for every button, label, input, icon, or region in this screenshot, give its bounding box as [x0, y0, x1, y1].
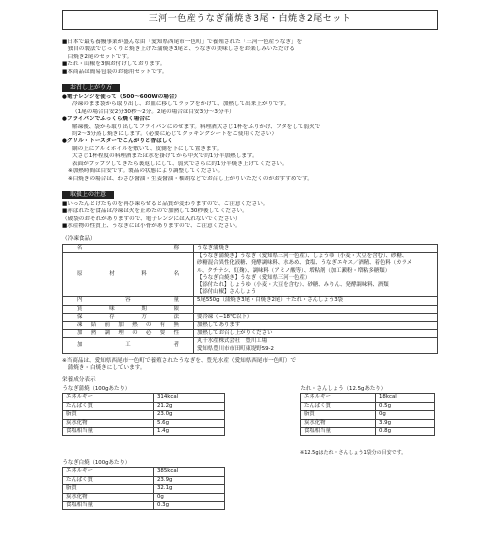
nutrition-table [62, 460, 225, 510]
howto-line: ※加熱時間は目安です。製品の状態により調整してください。 [68, 168, 224, 175]
spec-value-line: 砂糖混合異性化液糖、発酵調味料、水あめ、食塩、うなぎエキス／酒精、着色料（カラメ [197, 260, 413, 267]
spec-value-line: 加熱してあります [197, 321, 241, 328]
nutrition-section [62, 386, 438, 536]
spec-value-line: ル、クチナシ、紅麹）、調味料（アミノ酸等）、増粘剤（加工澱粉・増粘多糖類） [197, 267, 391, 274]
nutrient-value: 5.6g [154, 419, 225, 427]
spec-row [63, 313, 438, 321]
nutrition-title: うなぎ白焼（100gあたり） [62, 460, 131, 466]
nutrition-footnote: ※12.5gはたれ・さんしょう1袋分の目安です。 [300, 450, 407, 456]
nutrition-row [301, 411, 435, 419]
nutrition-title-row [63, 386, 225, 394]
spec-value-line: 【添付山椒】さんしょう [197, 289, 257, 296]
nutrient-name: 食塩相当量 [301, 428, 376, 436]
spec-key: 加熱調理の必要性 [63, 330, 194, 338]
howto-line: ●電子レンジを使って（500〜600Wの場合） [62, 94, 181, 101]
spec-row [63, 338, 438, 353]
nutrition-row [63, 485, 225, 493]
nutrient-value: 0g [376, 411, 435, 419]
spec-row [63, 305, 438, 313]
howto-line: 冷凍のまま袋から取り出し、お皿に移してラップをかけて、加熱して出来上がりです。 [72, 101, 290, 108]
spec-key: 内容量 [63, 297, 194, 305]
nutrition-row [63, 493, 225, 501]
spec-value-line: 【添付たれ】しょうゆ（小麦・大豆を含む）、砂糖、みりん、発酵調味料、酒類 [197, 281, 389, 288]
nutrition-row [63, 419, 225, 427]
caution-line: ■水産物の性質上、うなぎには小骨がありますので、ご注意ください。 [62, 223, 241, 230]
intro-section [62, 39, 438, 76]
howto-line: 約2〜3分蒸し焼きにします。（必要に応じてクッキングシートをご使用ください） [72, 131, 278, 138]
howto-heading: お召し上がり方 [62, 84, 120, 92]
nutrition-row [63, 402, 225, 410]
nutrition-row [63, 411, 225, 419]
product-title: 三河一色産うなぎ蒲焼き3尾・白焼き2尾セット [62, 10, 438, 30]
howto-line: ※白焼きの場合は、わさび醤油・生姜醤油・柚胡などでお召し上がりいただくのがおすすめです。 [68, 175, 313, 182]
nutrient-value: 23.9g [154, 476, 225, 484]
nutrient-value: 3.9g [376, 419, 435, 427]
spec-row [63, 244, 438, 252]
nutrition-table [300, 386, 435, 436]
intro-line: 独自の製法でじっくりと焼き上げた蒲焼き3尾と、うなぎの美味しさをお楽しみいただける [62, 46, 295, 53]
nutrient-name: 炭水化物 [63, 493, 154, 501]
nutrient-value: 21.2g [154, 402, 225, 410]
howto-line: （1尾の場合目安2分30秒〜2分。2尾の場合は目安3分〜3分半） [72, 108, 235, 115]
nutrition-row [63, 468, 225, 476]
spec-key: 保存方法 [63, 313, 194, 321]
spec-key: 凍結前加熱の有無 [63, 321, 194, 329]
spec-row [63, 253, 438, 297]
spec-value [194, 313, 438, 321]
spec-value-line: 【うなぎ白焼き】うなぎ（愛知県三河一色産） [197, 274, 311, 281]
nutrient-value: 0.5g [376, 402, 435, 410]
caution-section [62, 201, 438, 231]
nutrient-name: たんぱく質 [63, 402, 154, 410]
nutrient-value: 314kcal [154, 394, 225, 402]
nutrient-name: 脂質 [63, 411, 154, 419]
nutrition-row [63, 502, 225, 510]
nutrient-value: 1.4g [154, 428, 225, 436]
caution-heading: 取扱上の注意 [62, 191, 114, 199]
spec-value-line: 【うなぎ蒲焼き】うなぎ（愛知県三河一色産）、しょうゆ（小麦・大豆を含む）、砂糖、 [197, 253, 408, 260]
nutrient-value: 0.3g [154, 502, 225, 510]
note-line: ※当商品は、愛知県西尾市一色町で養殖されたうなぎを、豊光水産（愛知県西尾市一色町）で [62, 357, 297, 364]
nutrition-title-row [63, 460, 225, 468]
spec-row [63, 297, 438, 305]
nutrition-row [301, 402, 435, 410]
nutrient-value: 18kcal [376, 394, 435, 402]
spec-key: 加工者 [63, 338, 194, 353]
howto-line: 解凍後、袋から取り出してフライパンにのせます。料理酒大さじ1杯をふりかけ、フタをして弱火で [72, 123, 321, 130]
nutrient-value: 385kcal [154, 468, 225, 476]
nutrition-row [63, 476, 225, 484]
nutrition-row [301, 394, 435, 402]
spec-value-line: 5尾550g（蒲焼き3尾・白焼き2尾）＋たれ・さんしょう3袋 [197, 297, 344, 304]
intro-line: ■たれ・山椒を3個お付けしております。 [62, 61, 166, 68]
nutrient-name: 炭水化物 [301, 419, 376, 427]
spec-value [194, 253, 438, 297]
nutrient-value: 0g [154, 493, 225, 501]
spec-value-line: うなぎ蒲焼き [197, 244, 230, 251]
nutrient-name: 炭水化物 [63, 419, 154, 427]
nutrition-title: たれ・さんしょう（12.5gあたり） [300, 386, 387, 392]
spec-value-line: 加熱してお召し上がりください [197, 330, 273, 337]
spec-row [63, 321, 438, 329]
nutrition-row [63, 394, 225, 402]
spec-row [63, 330, 438, 338]
howto-section [62, 94, 438, 183]
spec-key: 賞味期限 [63, 305, 194, 313]
intro-line: ■本商品は簡易包装のお徳用セットです。 [62, 68, 168, 75]
note-line: 蒲焼き・白焼きにしています。 [62, 365, 146, 372]
nutrient-value: 23.0g [154, 411, 225, 419]
nutrient-name: エネルギー [63, 394, 154, 402]
spec-key: 名 称 [63, 244, 194, 252]
nutrition-title: うなぎ蒲焼（100gあたり） [62, 386, 131, 392]
spec-value [194, 297, 438, 305]
spec-value [194, 305, 438, 313]
nutrient-name: 食塩相当量 [63, 502, 154, 510]
nutrient-value: 32.1g [154, 485, 225, 493]
nutrition-table [62, 386, 225, 436]
spec-value [194, 321, 438, 329]
nutrition-row [63, 428, 225, 436]
nutrition-title-row [301, 386, 435, 394]
product-label [62, 10, 438, 536]
spec-key: 原材料名 [63, 253, 194, 297]
nutrition-row [301, 428, 435, 436]
origin-note [62, 358, 438, 373]
caution-line: ■いったんとけたものを再び凍らせると品質が変わりますので、ご注意ください。 [62, 200, 269, 207]
spec-value [194, 244, 438, 252]
howto-line: 表面がプップツしてきたら裏返しにして、弱火でさらに約1分半焼き上げてください。 [72, 160, 288, 167]
howto-line: 大さじ1杯程度の料理酒または水を掛けてから中火で約1分半加熱します。 [72, 153, 258, 160]
howto-line: ●グリル・トースターでこんがりと香ばしく [62, 138, 173, 145]
nutrient-value: 0.8g [376, 428, 435, 436]
caution-line: （破袋のおそれがありますので、電子レンジには入れないでください） [62, 215, 241, 222]
spec-value-line: 要冷凍（−18℃以下） [197, 313, 253, 320]
spec-value [194, 330, 438, 338]
spec-table [62, 244, 438, 354]
caution-line: ■赤ばれたを食品は冷凍は火を止めたので加熱して30秒後してください。 [62, 208, 248, 215]
spec-value [194, 338, 438, 353]
nutrient-name: エネルギー [301, 394, 376, 402]
nutrient-name: 脂質 [63, 485, 154, 493]
intro-line: 白焼き2尾のセットです。 [62, 53, 133, 60]
spec-label: （冷凍食品） [62, 235, 96, 242]
nutrient-name: 食塩相当量 [63, 428, 154, 436]
spec-value-line [197, 306, 434, 313]
nutrient-name: たんぱく質 [301, 402, 376, 410]
nutrition-label: 栄養成分表示 [62, 376, 96, 383]
intro-line: ■日本で最も養鰻事業が盛んな由「愛知県西尾市一色町」で養殖された「三河一色産うなぎ」を [62, 39, 303, 45]
howto-line: ●フライパンでふっくら焼く場合に [62, 116, 151, 123]
spec-value-line: 愛知県豊川市市田町東堤野59-2 [197, 345, 274, 352]
howto-line: 網の上にアルミホイルを敷いて、皮側を下にして置きます。 [72, 145, 223, 152]
nutrient-name: たんぱく質 [63, 476, 154, 484]
nutrition-row [301, 419, 435, 427]
nutrient-name: 脂質 [301, 411, 376, 419]
spec-value-line: 丸千水産株式会社 豊川工場 [197, 338, 268, 345]
nutrient-name: エネルギー [63, 468, 154, 476]
